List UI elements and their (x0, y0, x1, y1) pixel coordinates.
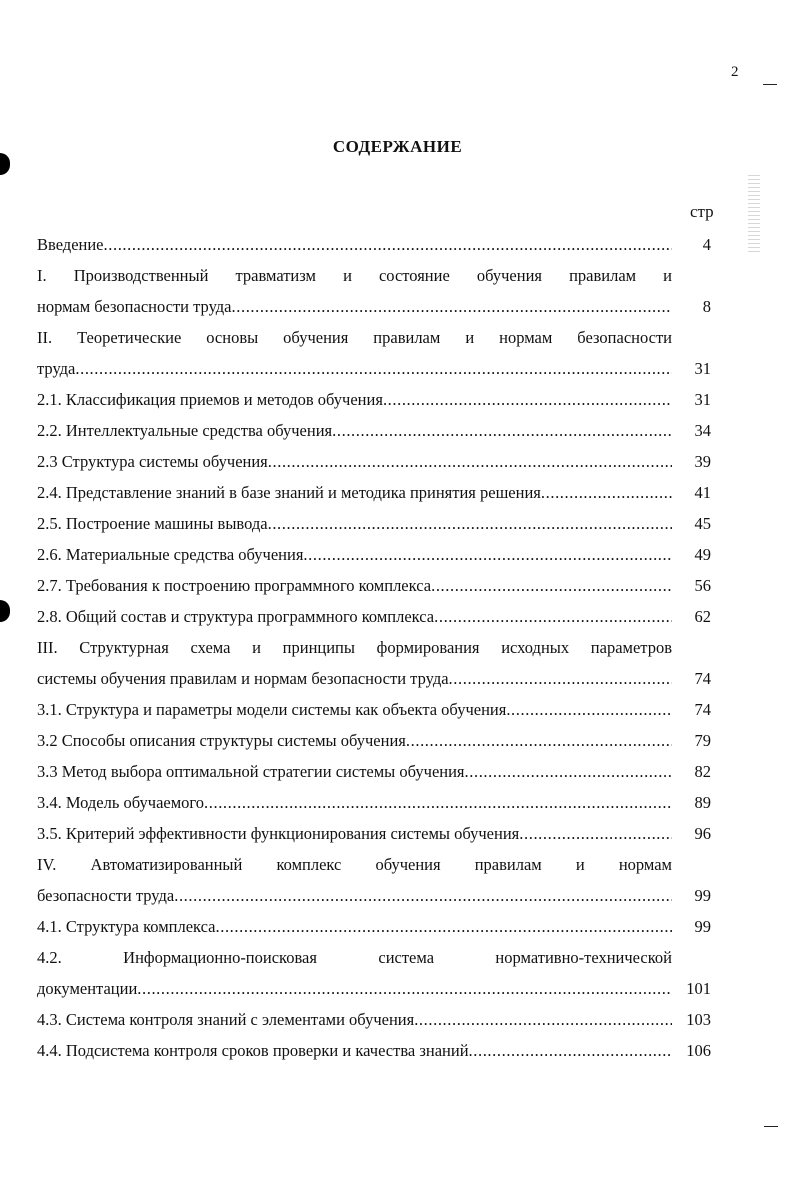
page-mark-top (763, 84, 777, 85)
toc-entry-intro (37, 229, 727, 260)
toc-entry-text: 3.3 Метод выбора оптимальной стратегии системы обучения (37, 762, 465, 781)
toc-leader-dots (434, 601, 672, 632)
toc-leader-dots (519, 818, 672, 849)
toc-entry-text: Введение (37, 235, 104, 254)
toc-entry-ch4 (37, 849, 727, 911)
toc-page-number: 41 (694, 483, 711, 502)
toc-entry-text: 2.6. Материальные средства обучения (37, 545, 304, 564)
toc-entry-s2-7 (37, 570, 727, 601)
toc-entry-text: 3.2 Способы описания структуры системы обучения (37, 731, 406, 750)
toc-entry-ch3 (37, 632, 727, 694)
toc-page-number: 4 (702, 235, 711, 254)
toc-entry-s3-2 (37, 725, 727, 756)
toc-page-number: 31 (694, 359, 711, 378)
toc-leader-dots (465, 756, 672, 787)
toc-page-number: 101 (686, 979, 711, 998)
toc-entry-text: 2.5. Построение машины вывода (37, 514, 268, 533)
scan-artifact (748, 175, 760, 255)
toc-page-number: 8 (702, 297, 711, 316)
toc-entry-text: II. Теоретические основы обучения правилам и нормам безопасности (37, 328, 672, 347)
toc-leader-dots (414, 1004, 672, 1035)
toc-leader-dots (174, 880, 672, 911)
toc-page-number: 103 (686, 1010, 711, 1029)
toc-leader-dots (406, 725, 672, 756)
toc-entry-text: 2.2. Интеллектуальные средства обучения (37, 421, 333, 440)
toc-leader-dots (449, 663, 672, 694)
toc-page-number: 74 (694, 669, 711, 688)
toc-leader-dots (268, 446, 672, 477)
page-title: СОДЕРЖАНИЕ (332, 137, 463, 156)
toc-entry-s3-5 (37, 818, 727, 849)
toc-page-number: 99 (694, 886, 711, 905)
toc-page-number: 79 (694, 731, 711, 750)
toc-entry-s4-3 (37, 1004, 727, 1035)
toc-entry-ch2 (37, 322, 727, 384)
toc-page-number: 49 (694, 545, 711, 564)
toc-entry-s3-4 (37, 787, 727, 818)
toc-entry-text: 4.3. Система контроля знаний с элементами обучения (37, 1010, 415, 1029)
toc-leader-dots (268, 508, 672, 539)
toc-entry-text: 2.1. Классификация приемов и методов обучения (37, 390, 383, 409)
toc-page-number: 89 (694, 793, 711, 812)
toc-leader-dots (469, 1035, 672, 1066)
toc-page-number: 96 (694, 824, 711, 843)
toc-page-number: 74 (694, 700, 711, 719)
toc-leader-dots (541, 477, 672, 508)
toc-entry-s2-3 (37, 446, 727, 477)
toc-entry-s4-2 (37, 942, 727, 1004)
toc-leader-dots (303, 539, 672, 570)
table-of-contents (37, 229, 727, 1066)
toc-page-number: 99 (694, 917, 711, 936)
toc-page-number: 56 (694, 576, 711, 595)
toc-page-number: 31 (694, 390, 711, 409)
page-number: 2 (731, 64, 739, 80)
toc-entry-text: системы обучения правилам и нормам безопасности труда (37, 669, 449, 688)
toc-entry-s2-1 (37, 384, 727, 415)
toc-entry-text: IV. Автоматизированный комплекс обучения правилам и нормам (37, 855, 672, 874)
toc-entry-text: 2.4. Представление знаний в базе знаний и методика принятия решения (37, 483, 541, 502)
toc-leader-dots (383, 384, 672, 415)
toc-entry-text: 3.1. Структура и параметры модели системы как объекта обучения (37, 700, 507, 719)
toc-entry-text: 2.7. Требования к построению программного комплекса (37, 576, 432, 595)
toc-page-number: 45 (694, 514, 711, 533)
pages-column-header: стр (690, 202, 714, 221)
toc-leader-dots (104, 229, 672, 260)
toc-leader-dots (431, 570, 672, 601)
toc-entry-text: 4.4. Подсистема контроля сроков проверки и качества знаний (37, 1041, 469, 1060)
toc-page-number: 39 (694, 452, 711, 471)
toc-page-number: 62 (694, 607, 711, 626)
toc-page-number: 34 (694, 421, 711, 440)
toc-leader-dots (75, 353, 672, 384)
page-mark-bottom (764, 1126, 778, 1127)
toc-entry-text: труда (37, 359, 76, 378)
toc-entry-text: I. Производственный травматизм и состояние обучения правилам и (37, 266, 672, 285)
toc-entry-s4-1 (37, 911, 727, 942)
binding-hole-bottom (0, 600, 10, 622)
toc-entry-text: нормам безопасности труда (37, 297, 232, 316)
toc-page-number: 82 (694, 762, 711, 781)
toc-entry-s4-4 (37, 1035, 727, 1066)
toc-leader-dots (137, 973, 672, 1004)
toc-entry-s2-2 (37, 415, 727, 446)
toc-leader-dots (232, 291, 672, 322)
toc-leader-dots (204, 787, 672, 818)
toc-entry-s3-3 (37, 756, 727, 787)
toc-entry-ch1 (37, 260, 727, 322)
toc-entry-text: 4.2. Информационно-поисковая система нормативно-технической (37, 948, 672, 967)
toc-leader-dots (216, 911, 673, 942)
toc-entry-text: 2.8. Общий состав и структура программного комплекса (37, 607, 435, 626)
toc-entry-text: 3.4. Модель обучаемого (37, 793, 205, 812)
toc-entry-text: III. Структурная схема и принципы формирования исходных параметров (37, 638, 672, 657)
toc-entry-s2-6 (37, 539, 727, 570)
toc-entry-text: 4.1. Структура комплекса (37, 917, 216, 936)
toc-entry-s2-8 (37, 601, 727, 632)
toc-page-number: 106 (686, 1041, 711, 1060)
toc-entry-text: безопасности труда (37, 886, 175, 905)
toc-entry-s3-1 (37, 694, 727, 725)
toc-entry-text: 3.5. Критерий эффективности функционирования системы обучения (37, 824, 520, 843)
toc-entry-text: 2.3 Структура системы обучения (37, 452, 268, 471)
toc-entry-s2-4 (37, 477, 727, 508)
toc-entry-text: документации (37, 979, 138, 998)
toc-leader-dots (506, 694, 672, 725)
toc-leader-dots (332, 415, 672, 446)
toc-entry-s2-5 (37, 508, 727, 539)
